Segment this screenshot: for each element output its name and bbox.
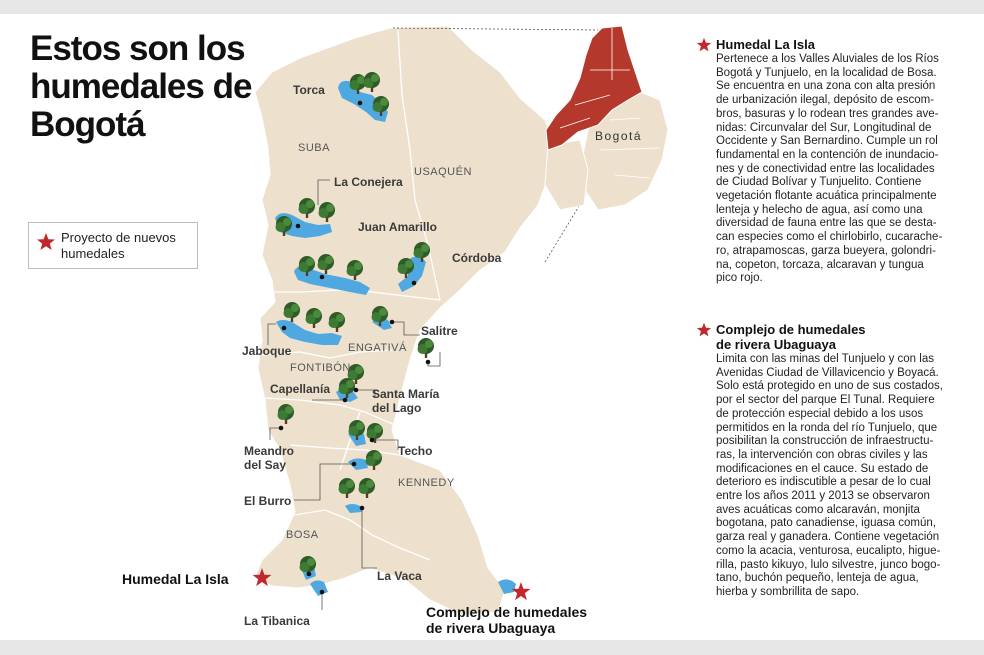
star-icon (696, 322, 712, 338)
wetland-label: Córdoba (452, 251, 502, 265)
inset-label: Bogotá (595, 129, 643, 143)
wetland-label: del Say (244, 458, 287, 472)
wetland-label: La Conejera (334, 175, 403, 189)
wetland-label: Techo (398, 444, 433, 458)
locality-label: SUBA (298, 142, 330, 154)
page-title: Estos son los humedales de Bogotá (30, 29, 252, 144)
locality-label: FONTIBÓN (290, 362, 351, 374)
locality-label: KENNEDY (398, 477, 455, 489)
project-label: Humedal La Isla (122, 571, 229, 587)
wetland-label: Juan Amarillo (358, 220, 437, 234)
wetland-label: La Tibanica (244, 614, 310, 628)
locality-label: ENGATIVÁ (348, 342, 407, 354)
info-heading (696, 322, 966, 352)
legend-label: Proyecto de nuevos humedales (61, 230, 176, 261)
info-body: Pertenece a los Valles Aluviales de los Ríos Bogotá y Tunjuelo, en la localidad de Bosa. Se encuentra en una zona con alta presión de urbanización ilegal, depósito de escom- bros, basuras y lo rodean tres grandes ave- nidas: Circunvalar del Sur, Longitudinal de Occidente y San Bernardino. Cumple un rol fundamental en la contención de inundacio- nes y de conectividad entre las localidades de Ciudad Bolívar y Tunjuelito. Contiene vegetación flotante acuática principalmente lenteja y helecho de agua, así como una diversidad de fauna entre las que se desta- can especies como el chirlobirlo, cucarache- ro, atrapamoscas, garza bueyera, golondri- na, copeton, torcaza, alcaravan y tungua pico rojo. (716, 53, 943, 285)
wetland-label: Meandro (244, 444, 295, 458)
star-icon (696, 37, 712, 53)
wetland-label: La Vaca (377, 569, 422, 583)
info-la-isla (696, 37, 966, 286)
project-label: Complejo de humedales (426, 604, 588, 620)
wetland-label: El Burro (244, 494, 292, 508)
info-heading (696, 37, 966, 52)
locality-label: USAQUÉN (414, 166, 472, 178)
heading-line: Humedal La Isla (716, 37, 815, 52)
locality-label: BOSA (286, 529, 319, 541)
info-ubaguaya (696, 322, 966, 600)
wetland-label: Salitre (421, 324, 458, 338)
project-label: de rivera Ubaguaya (426, 620, 556, 636)
wetland-label: del Lago (372, 401, 422, 415)
wetland-label: Capellanía (270, 382, 331, 396)
info-body: Limita con las minas del Tunjuelo y con las Avenidas Ciudad de Villavicencio y Boyacá. Solo está protegido en uno de sus costados, por el sector del parque El Tunal. Requiere de protección especial debido a los usos permitidos en la ronda del río Tunjuelo, que posibilitan la construcción de infraestructu- ras, la intervención con obras civiles y las modificaciones en el cauce. Su estado de deterioro es indiscutible a pesar de lo cual entre los años 2011 y 2013 se observaron aves acuáticas como alcaraván, monjita bogotana, pato canadiense, iguasa común, garza real y ganadera. Contiene vegetación como la acacia, venturosa, eucalipto, higue- rilla, pasto kikuyo, lulo silvestre, junco bogo- tano, buchón pequeño, lenteja de agua, hierba y sombrillita de sapo. (716, 353, 943, 598)
bogota-map-shape (255, 26, 556, 615)
wetland-label: Jaboque (242, 344, 292, 358)
wetland-label: Santa María (372, 387, 440, 401)
heading-line: de rivera Ubaguaya (716, 337, 836, 352)
wetland-label: Torca (293, 83, 325, 97)
heading-line: Complejo de humedales (716, 322, 866, 337)
